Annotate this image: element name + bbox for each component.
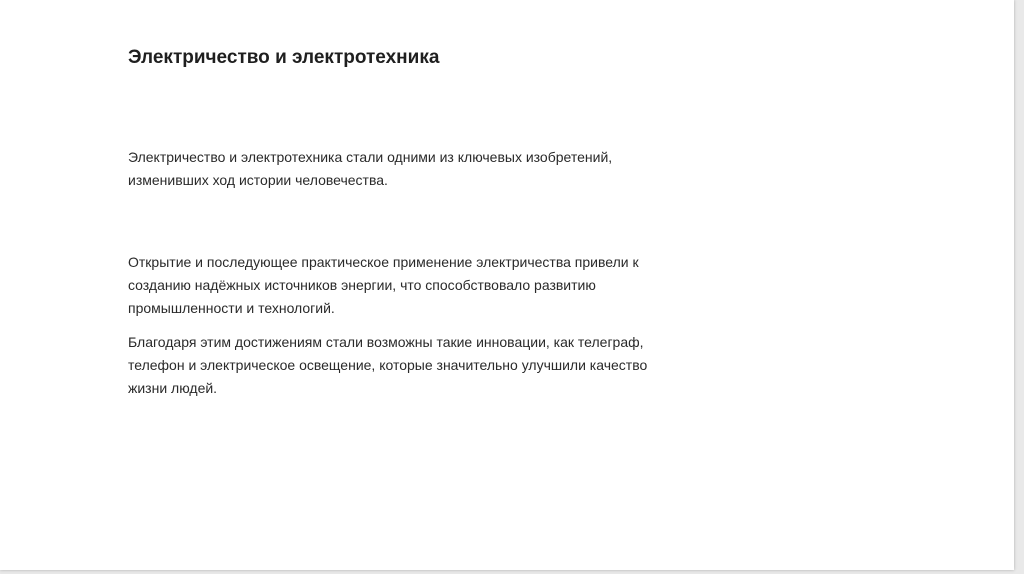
paragraph-line: созданию надёжных источников энергии, что способствовало развитию bbox=[128, 277, 596, 293]
paragraph-line: Электричество и электротехника стали одними из ключевых изобретений, bbox=[128, 149, 613, 165]
paragraph-2 bbox=[128, 251, 648, 320]
paragraph-3 bbox=[128, 331, 648, 400]
paragraph-line: жизни людей. bbox=[128, 380, 218, 396]
slide-title: Электричество и электротехника bbox=[128, 47, 440, 68]
paragraph-line: Благодаря этим достижениям стали возможны такие инновации, как телеграф, bbox=[128, 334, 644, 350]
paragraph-line: Открытие и последующее практическое применение электричества привели к bbox=[128, 254, 639, 270]
paragraph-line: изменивших ход истории человечества. bbox=[128, 172, 388, 188]
paragraph-line: телефон и электрическое освещение, которые значительно улучшили качество bbox=[128, 357, 648, 373]
paragraph-line: промышленности и технологий. bbox=[128, 300, 335, 316]
paragraph-1 bbox=[128, 146, 618, 192]
